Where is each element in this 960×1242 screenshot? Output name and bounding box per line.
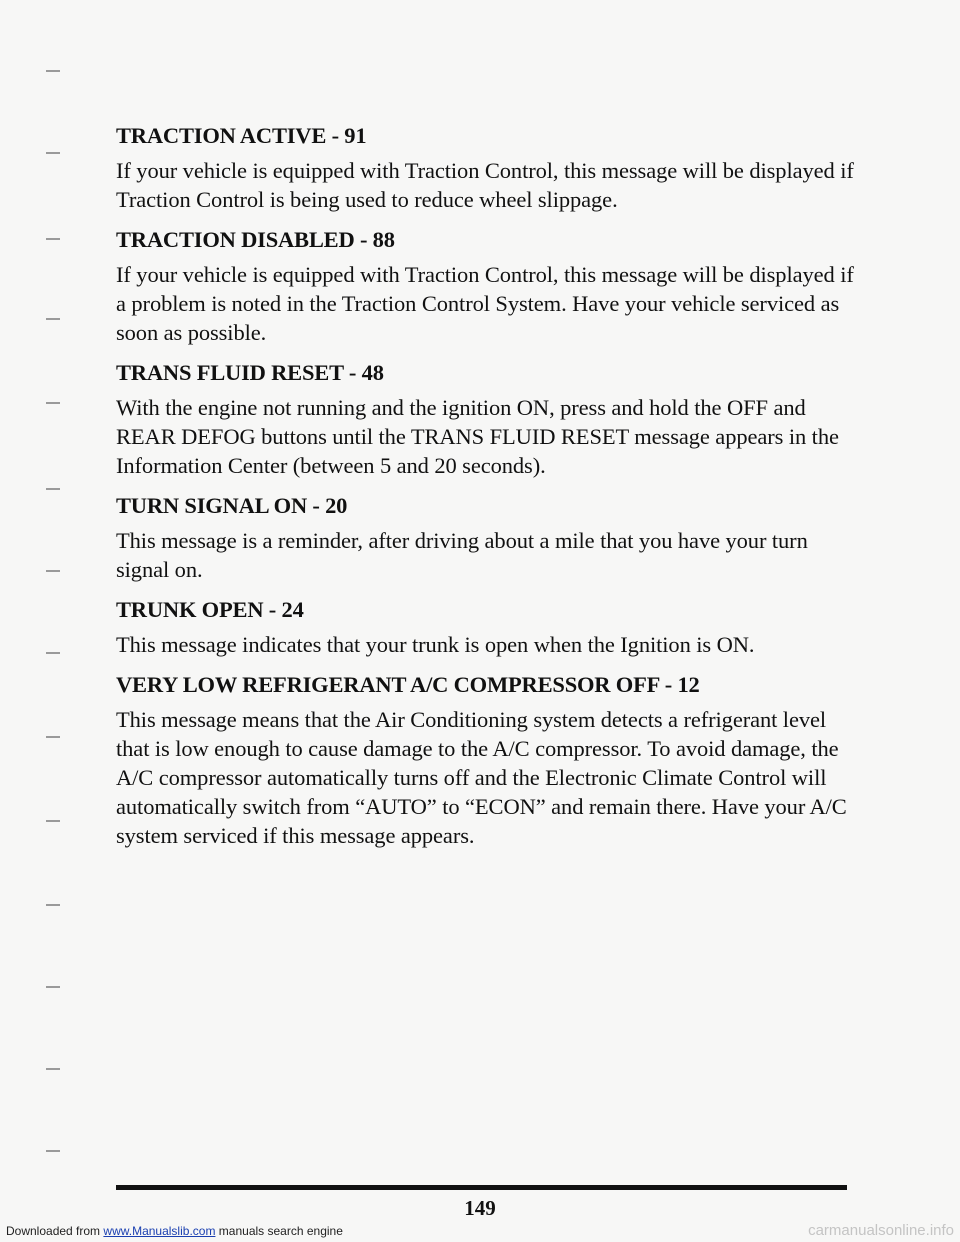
margin-tick [46, 70, 60, 72]
margin-tick [46, 652, 60, 654]
message-title: TURN SIGNAL ON - 20 [116, 493, 348, 518]
margin-tick [46, 570, 60, 572]
message-title: TRANS FLUID RESET - 48 [116, 360, 384, 385]
margin-tick [46, 986, 60, 988]
message-description: If your vehicle is equipped with Traction Control, this message will be displayed if Traction Control is being used to reduce wheel slippage. [116, 158, 854, 212]
message-title: TRUNK OPEN - 24 [116, 597, 304, 622]
footer-suffix: manuals search engine [218, 1224, 343, 1238]
download-footer [6, 1224, 343, 1238]
message-title: TRACTION ACTIVE - 91 [116, 123, 367, 148]
message-entry [116, 122, 856, 214]
watermark: carmanualsonline.info [808, 1222, 954, 1239]
footer-prefix: Downloaded from [6, 1224, 101, 1238]
message-entry [116, 226, 856, 347]
margin-tick [46, 904, 60, 906]
message-description: This message indicates that your trunk is open when the Ignition is ON. [116, 632, 755, 657]
margin-tick [46, 820, 60, 822]
message-entry [116, 596, 856, 659]
message-title: TRACTION DISABLED - 88 [116, 227, 395, 252]
margin-tick [46, 152, 60, 154]
message-description: This message is a reminder, after driving about a mile that you have your turn signal on. [116, 528, 808, 582]
margin-tick [46, 488, 60, 490]
message-description: This message means that the Air Conditioning system detects a refrigerant level that is low enough to cause damage to the A/C compressor. To avoid damage, the A/C compressor automatically turns off and the Electronic Climate Control will automatically switch from “AUTO” to “ECON” and remain there. Have your A/C system serviced if this message appears. [116, 707, 847, 848]
page-number: 149 [464, 1196, 496, 1220]
message-entry [116, 671, 856, 850]
margin-tick [46, 736, 60, 738]
message-entry [116, 359, 856, 480]
margin-tick [46, 1068, 60, 1070]
footer-rule [116, 1185, 847, 1190]
message-description: If your vehicle is equipped with Traction Control, this message will be displayed if a problem is noted in the Traction Control System. Have your vehicle serviced as soon as possible. [116, 262, 854, 345]
margin-tick [46, 238, 60, 240]
margin-tick [46, 402, 60, 404]
message-title: VERY LOW REFRIGERANT A/C COMPRESSOR OFF - 12 [116, 672, 700, 697]
message-description: With the engine not running and the ignition ON, press and hold the OFF and REAR DEFOG buttons until the TRANS FLUID RESET message appears in the Information Center (between 5 and 20 seconds). [116, 395, 839, 478]
message-list [116, 122, 856, 862]
margin-tick [46, 1150, 60, 1152]
message-entry [116, 492, 856, 584]
margin-tick [46, 318, 60, 320]
manualslib-link[interactable]: www.Manualslib.com [103, 1224, 216, 1238]
